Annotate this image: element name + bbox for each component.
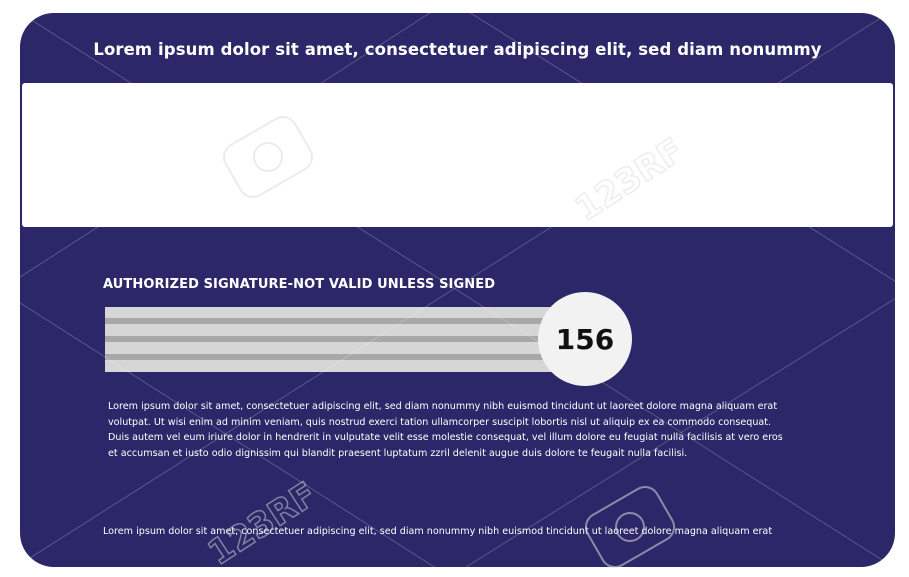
magnetic-stripe bbox=[22, 83, 893, 230]
terms-line: et accumsan et iusto odio dignissim qui blandit praesent luptatum zzril delenit augue duis dolore te feugait nulla facilisi. bbox=[108, 447, 688, 459]
terms-line: Lorem ipsum dolor sit amet, consectetuer adipiscing elit, sed diam nonummy nibh euismod tincidunt ut laoreet dolore magna aliquam erat bbox=[108, 401, 778, 412]
card-top-title: Lorem ipsum dolor sit amet, consectetuer adipiscing elit, sed diam nonummy bbox=[93, 40, 822, 59]
signature-panel-stripe bbox=[105, 318, 553, 324]
credit-card-back bbox=[20, 13, 895, 567]
terms-line: Duis autem vel eum iriure dolor in hendrerit in vulputate velit esse molestie consequat, vel illum dolore eu feugiat nulla facilisis at vero eros bbox=[108, 432, 783, 443]
terms-line: volutpat. Ut wisi enim ad minim veniam, quis nostrud exerci tation ullamcorper suscipit lobortis nisl ut aliquip ex ea commodo consequat. bbox=[108, 416, 772, 428]
watermark-text: 123RF bbox=[201, 474, 324, 574]
signature-panel-stripe bbox=[105, 354, 553, 360]
watermark-text: 123RF bbox=[568, 130, 691, 230]
signature-panel-stripe bbox=[105, 336, 553, 342]
cvv-code: 156 bbox=[538, 292, 632, 386]
signature-label: AUTHORIZED SIGNATURE-NOT VALID UNLESS SIGNED bbox=[103, 277, 496, 292]
card-terms-text bbox=[108, 399, 848, 461]
card-bottom-text: Lorem ipsum dolor sit amet, consectetuer adipiscing elit, sed diam nonummy nibh euismod tincidunt ut laoreet dolore magna aliquam erat bbox=[103, 526, 773, 537]
signature-panel[interactable] bbox=[105, 307, 553, 372]
